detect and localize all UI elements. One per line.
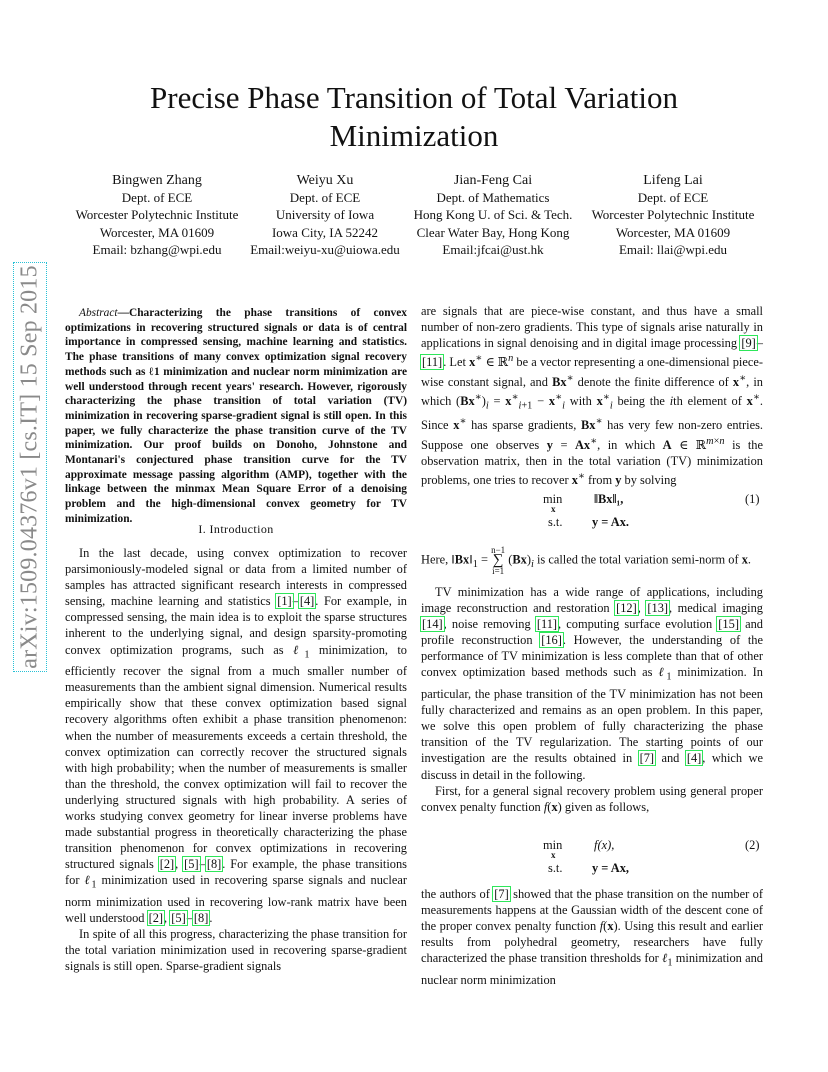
author-institution: Worcester Polytechnic Institute <box>75 207 239 223</box>
arxiv-identifier[interactable]: arXiv:1509.04376v1 [cs.IT] 15 Sep 2015 <box>16 265 43 669</box>
citation-link[interactable]: [9] <box>741 336 756 351</box>
equation-1-st: s.t. <box>548 515 563 529</box>
citation-link[interactable]: [11] <box>422 355 443 370</box>
citation-link[interactable]: [4] <box>299 594 315 609</box>
author-institution: Hong Kong U. of Sci. & Tech. <box>413 207 573 223</box>
author-dept: Dept. of Mathematics <box>436 190 550 206</box>
paragraph: the authors of [7] showed that the phase transition on the number of measurements happens at the Gaussian width of the descent cone of the proper convex penalty function f(x). Using this result and earlier results from polyhedral geometry, researchers have fully characterized the phase transition thresholds for ℓ$_1$ minimization and nuclear norm minimization <box>421 887 763 987</box>
citation-link[interactable]: [7] <box>494 887 509 901</box>
author-block-3 <box>398 172 588 258</box>
intro-left-column <box>65 545 407 974</box>
author-dept: Dept. of ECE <box>121 190 193 206</box>
equation-2-constraint: y = Ax, <box>592 861 630 875</box>
author-email: Email:weiyu-xu@uiowa.edu <box>250 241 400 257</box>
intro-right-column-end <box>421 886 763 988</box>
author-name: Lifeng Lai <box>643 173 703 188</box>
citation-link[interactable]: [1] <box>277 594 292 609</box>
citation-link[interactable]: [2] <box>148 911 164 925</box>
abstract-lead: Abstract <box>79 307 118 319</box>
paragraph: TV minimization has a wide range of applications, including image reconstruction and restoration [12], [13], medical imaging [14], noise removing [11], computing surface evolution [15] and profile reconstruction [16]. However, the understanding of the performance of TV minimization is less complete than that of other convex optimization based methods such as ℓ$_1$ minimization. In particular, the phase transition of the TV minimization has not been fully characterized and remains as an open problem. In this paper, we solve this open problem of fully characterizing the phase transition of the TV regularization. The starting points of our investigation are the results obtained in [7] and [4], which we discuss in detail in the following. <box>421 585 764 782</box>
equation-1-number: (1) <box>745 492 760 506</box>
author-name: Bingwen Zhang <box>112 173 202 188</box>
author-address: Worcester, MA 01609 <box>615 224 731 240</box>
citation-link[interactable]: [11] <box>536 617 558 632</box>
author-name: Jian-Feng Cai <box>453 173 533 188</box>
citation-link[interactable]: [16] <box>541 633 562 648</box>
author-institution: Worcester Polytechnic Institute <box>591 207 755 223</box>
equation-2-objective: f(x), <box>594 838 615 852</box>
author-name: Weiyu Xu <box>296 173 354 188</box>
equation-1-objective: ‖Bx‖₁, <box>594 492 624 506</box>
citation-link[interactable]: [2] <box>159 857 175 872</box>
title-line-2: Minimization <box>329 118 499 153</box>
paper-title <box>60 79 768 155</box>
author-email: Email: bzhang@wpi.edu <box>92 241 222 257</box>
citation-link[interactable]: [5] <box>184 857 199 872</box>
author-block-1 <box>62 172 252 258</box>
citation-link[interactable]: [12] <box>616 601 637 616</box>
abstract-text: —Characterizing the phase transitions of convex optimizations in recovering structured signals or data is of central importance in compressed sensing, machine learning and statistics. The phase transitions of many convex optimization signal recovery methods such as ℓ1 minimization and nuclear norm minimization are well understood through recent years' research. However, rigorously characterizing the phase transition of total variation (TV) minimization in recovering sparse-gradient signal is still open. In this paper, we fully characterize the phase transition curve of the TV minimization. Our proof builds on Donoho, Johnstone and Montanari's conjectured phase transition curve for the TV approximate message passing algorithm (AMP), together with the linkage between the minmax Mean Square Error of a denoising problem and the high-dimensional convex geometry for TV minimization. <box>65 307 407 525</box>
arxiv-stamp[interactable] <box>4 262 54 672</box>
author-dept: Dept. of ECE <box>637 190 709 206</box>
author-block-2 <box>230 172 420 258</box>
intro-right-column-continued <box>421 584 763 815</box>
author-address: Iowa City, IA 52242 <box>271 224 379 240</box>
author-dept: Dept. of ECE <box>289 190 361 206</box>
author-email: Email:jfcai@ust.hk <box>442 241 544 257</box>
citation-link[interactable]: [7] <box>639 751 655 766</box>
equation-2-var: x <box>551 850 556 860</box>
paragraph: are signals that are piece-wise constant, and thus have a small number of non-zero gradients. This type of signals arise naturally in applications in signal denoising and in digital image processing [9]–[11]. Let x∗ ∈ ℝ$^n$ be a vector representing a one-dimensional piece-wise constant signal, and Bx∗ denote the finite difference of x∗, in which $(Bx^∗)_i = x^∗_{i+1} - x^∗_i$ with $x^∗_i$ being the ith element of x∗. Since x∗ has sparse gradients, Bx∗ has very few non-zero entries. Suppose one observes y = Ax∗, in which A ∈ ℝ$^{m\times n}$ is the observation matrix, then in the total variation (TV) minimization problems, one tries to recover x∗ from y by solving <box>421 304 763 488</box>
equation-2-min: min <box>543 838 563 852</box>
tv-norm-definition <box>421 546 763 575</box>
paragraph: In the last decade, using convex optimization to recover parsimoniously-modeled signal or data from a limited number of samples has attracted significant research interests in compressed sensing, machine learning and statistics [1]–[4]. For example, in compressed sensing, the main idea is to exploit the sparse structures inherent to the underlying signal, and design sparsity-promoting convex optimization programs, such as ℓ$_1$ minimization, to efficiently recover the signal from a much smaller number of measurements than the ambient signal dimension. Numerical results empirically show that these convex optimization based signal recovery algorithms often exhibit a phase transition phenomenon: when the number of measurements exceeds a certain threshold, the convex optimization can correctly recover the structured signals with high probability; when the number of measurements is smaller than the threshold, the convex optimization will fail to recover the underlying structured signals with high probability. A series of works studying convex geometry for linear inverse problems have made substantial progress in theoretically characterizing the phase transition phenomenon for convex optimizations in recovering structured signals [2], [5]–[8]. For example, the phase transitions for ℓ$_1$ minimization used in recovering sparse signals and nuclear norm minimization used in recovering low-rank matrix have been well understood [2], [5]–[8]. <box>65 546 407 925</box>
abstract <box>65 306 407 527</box>
citation-link[interactable]: [5] <box>171 911 186 925</box>
citation-link[interactable]: [8] <box>193 911 209 925</box>
author-email: Email: llai@wpi.edu <box>618 241 727 257</box>
equation-1-constraint: y = Ax. <box>592 515 630 529</box>
equation-2-st: s.t. <box>548 861 563 875</box>
author-address: Worcester, MA 01609 <box>99 224 215 240</box>
citation-link[interactable]: [13] <box>647 601 669 616</box>
author-institution: University of Iowa <box>275 207 375 223</box>
equation-2-number: (2) <box>745 838 760 852</box>
author-address: Clear Water Bay, Hong Kong <box>416 224 570 240</box>
author-block-4 <box>578 172 768 258</box>
citation-link[interactable]: [8] <box>206 857 222 872</box>
equation-1-min: min <box>543 492 563 506</box>
equation-1-var: x <box>551 504 556 514</box>
citation-link[interactable]: [4] <box>686 751 702 766</box>
title-line-1: Precise Phase Transition of Total Variation <box>150 80 678 115</box>
intro-right-column <box>421 303 763 488</box>
citation-link[interactable]: [15] <box>718 617 739 632</box>
paragraph: Here, $‖Bx‖_1 = n-1$ ∑ i=1 $(Bx)_i$ is called the total variation semi-norm of x. <box>421 545 751 576</box>
paragraph: In spite of all this progress, characterizing the phase transition for the total variation minimization used in recovering sparse-gradient signals is still open. Sparse-gradient signals <box>65 927 407 974</box>
section-heading: I. Introduction <box>198 522 274 536</box>
paragraph: First, for a general signal recovery problem using general proper convex penalty function f(x) given as follows, <box>421 783 763 814</box>
citation-link[interactable]: [14] <box>422 617 443 632</box>
